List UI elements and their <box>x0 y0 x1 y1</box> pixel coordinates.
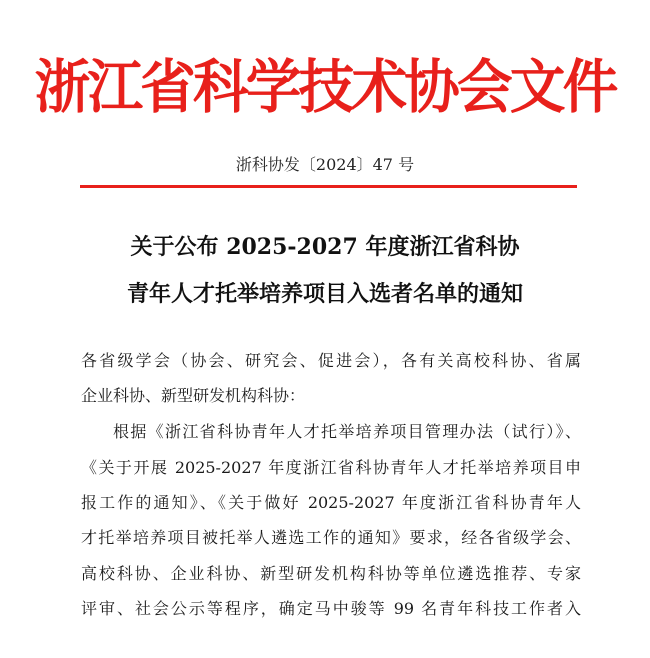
body-line-4: 才托举培养项目被托举人遴选工作的通知》要求，经各省级学会、 <box>81 528 581 547</box>
red-divider-rule <box>80 185 577 188</box>
body-line-2: 《关于开展 2025-2027 年度浙江省科协青年人才托举培养项目申 <box>81 458 581 477</box>
notice-title-line-1: 关于公布 2025-2027 年度浙江省科协 <box>130 234 520 260</box>
body-line-6: 评审、社会公示等程序，确定马中骏等 99 名青年科技工作者入 <box>81 599 581 618</box>
body-line-3: 报工作的通知》、《关于做好 2025-2027 年度浙江省科协青年人 <box>81 493 581 512</box>
salutation-line-1: 各省级学会（协会、研究会、促进会），各有关高校科协、省属 <box>81 351 581 370</box>
body-line-5: 高校科协、企业科协、新型研发机构科协等单位遴选推荐、专家 <box>81 564 581 583</box>
notice-title-line-2: 青年人才托举培养项目入选者名单的通知 <box>126 281 523 307</box>
org-header: 浙江省科学技术协会文件 <box>34 53 616 121</box>
document-number: 浙科协发〔2024〕47 号 <box>235 155 415 174</box>
body-line-1: 根据《浙江省科协青年人才托举培养项目管理办法（试行）》、 <box>113 422 581 441</box>
salutation-line-2: 企业科协、新型研发机构科协： <box>81 386 306 405</box>
